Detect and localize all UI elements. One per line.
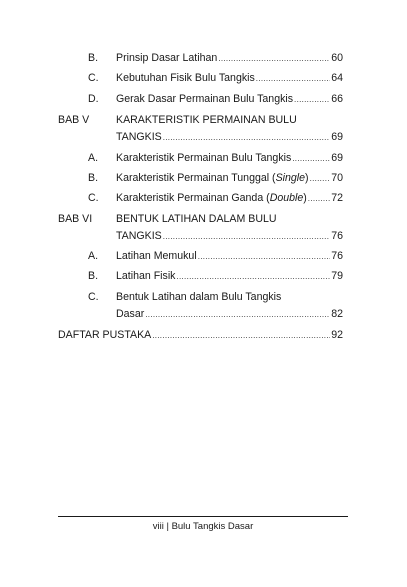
toc-chapter-bab-vi bbox=[0, 213, 407, 243]
toc-entry-title: Latihan Memukul bbox=[116, 250, 197, 262]
toc-entry-label: D. bbox=[88, 93, 99, 105]
footer-rule bbox=[58, 516, 348, 517]
dot-leader bbox=[310, 172, 331, 185]
toc-entry-label: B. bbox=[88, 172, 99, 184]
toc-chapter-bab-v bbox=[0, 114, 407, 144]
toc-entry-page: 76 bbox=[331, 250, 343, 262]
toc-entry-title: Gerak Dasar Permainan Bulu Tangkis bbox=[116, 93, 294, 105]
toc-entry-label: A. bbox=[88, 152, 99, 164]
dot-leader bbox=[163, 131, 330, 144]
toc-entry-label: B. bbox=[88, 270, 99, 282]
toc-entry-label: C. bbox=[88, 192, 99, 204]
toc-entry-title-line2: Dasar bbox=[116, 308, 145, 320]
toc-chapter-label: BAB V bbox=[58, 114, 90, 126]
toc-entry-title: Prinsip Dasar Latihan bbox=[116, 52, 218, 64]
toc-entry-bentuk-latihan-dasar bbox=[0, 291, 407, 321]
toc-entry-title bbox=[116, 172, 309, 185]
toc-entry-label: C. bbox=[88, 291, 99, 303]
toc-entry-title: Kebutuhan Fisik Bulu Tangkis bbox=[116, 72, 255, 84]
toc-entry-page: 60 bbox=[331, 52, 343, 64]
toc-entry-label: C. bbox=[88, 72, 99, 84]
toc-entry-page: 76 bbox=[331, 230, 343, 242]
dot-leader bbox=[198, 250, 331, 263]
dot-leader bbox=[218, 52, 330, 65]
dot-leader bbox=[294, 93, 330, 106]
toc-entry-title bbox=[116, 192, 307, 205]
toc-chapter-title-line1: BENTUK LATIHAN DALAM BULU bbox=[116, 213, 277, 225]
toc-chapter-title-line2: TANGKIS bbox=[116, 230, 162, 242]
dot-leader bbox=[308, 192, 330, 205]
toc-entry-page: 64 bbox=[331, 72, 343, 84]
toc-entry-label: A. bbox=[88, 250, 99, 262]
toc-entry-title: Karakteristik Permainan Bulu Tangkis bbox=[116, 152, 292, 164]
toc-entry-page: 66 bbox=[331, 93, 343, 105]
toc-entry-title-line1: Bentuk Latihan dalam Bulu Tangkis bbox=[116, 291, 282, 303]
toc-entry-page: 70 bbox=[331, 172, 343, 184]
dot-leader bbox=[145, 308, 330, 321]
title-italic: Single bbox=[275, 172, 306, 184]
dot-leader bbox=[176, 270, 330, 283]
title-prefix: Karakteristik Permainan Ganda ( bbox=[116, 192, 270, 204]
dot-leader bbox=[163, 230, 330, 243]
title-suffix: ) bbox=[303, 192, 307, 204]
title-prefix: Karakteristik Permainan Tunggal ( bbox=[116, 172, 276, 184]
toc-entry-page: 72 bbox=[331, 192, 343, 204]
toc-entry-page: 69 bbox=[331, 131, 343, 143]
toc-chapter-label: BAB VI bbox=[58, 213, 93, 225]
toc-chapter-title-line2: TANGKIS bbox=[116, 131, 162, 143]
toc-entry-title: Latihan Fisik bbox=[116, 270, 176, 282]
toc-entry-page: 82 bbox=[331, 308, 343, 320]
toc-entry-page: 92 bbox=[331, 329, 343, 341]
toc-chapter-title-line1: KARAKTERISTIK PERMAINAN BULU bbox=[116, 114, 297, 126]
title-italic: Double bbox=[269, 192, 304, 204]
dot-leader bbox=[256, 72, 330, 85]
page-footer: viii | Bulu Tangkis Dasar bbox=[152, 521, 254, 532]
toc-entry-label: B. bbox=[88, 52, 99, 64]
dot-leader bbox=[292, 152, 330, 165]
toc-entry-page: 69 bbox=[331, 152, 343, 164]
title-suffix: ) bbox=[305, 172, 309, 184]
toc-entry-page: 79 bbox=[331, 270, 343, 282]
dot-leader bbox=[152, 329, 330, 342]
toc-entry-title: DAFTAR PUSTAKA bbox=[58, 329, 152, 341]
